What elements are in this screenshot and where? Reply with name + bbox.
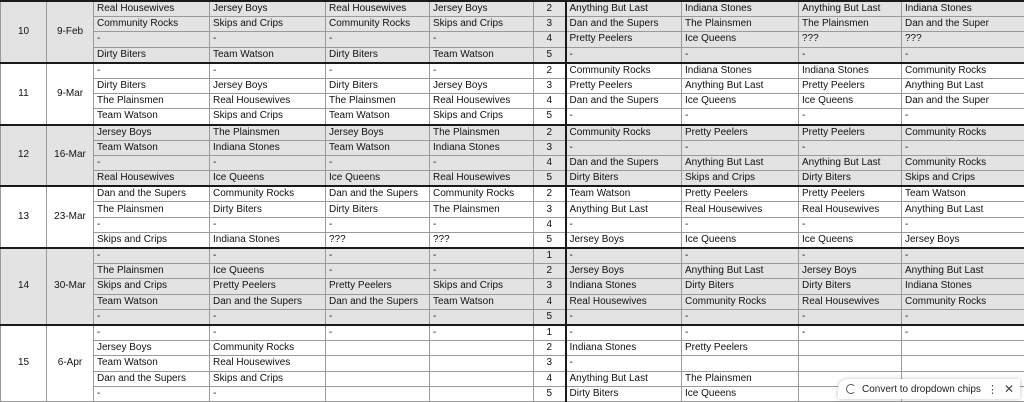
- team-cell[interactable]: Community Rocks: [902, 125, 1024, 141]
- slot-number-cell[interactable]: 5: [534, 309, 566, 325]
- team-cell[interactable]: Dirty Biters: [566, 171, 682, 187]
- team-cell[interactable]: [799, 356, 902, 371]
- team-cell[interactable]: Anything But Last: [902, 202, 1024, 217]
- team-cell[interactable]: Dan and the Super: [902, 94, 1024, 109]
- team-cell[interactable]: -: [430, 248, 534, 264]
- team-cell[interactable]: Team Watson: [210, 47, 326, 63]
- team-cell[interactable]: Community Rocks: [902, 294, 1024, 309]
- team-cell[interactable]: Ice Queens: [682, 32, 799, 47]
- team-cell[interactable]: Ice Queens: [799, 94, 902, 109]
- sheet-row: [1, 17, 1024, 32]
- team-cell[interactable]: The Plainsmen: [94, 94, 210, 109]
- slot-number-cell[interactable]: 3: [534, 140, 566, 155]
- convert-chips-label[interactable]: Convert to dropdown chips: [862, 384, 981, 395]
- team-cell[interactable]: Jersey Boys: [799, 264, 902, 279]
- team-cell[interactable]: Dirty Biters: [566, 386, 682, 401]
- team-cell[interactable]: -: [210, 155, 326, 170]
- sheet-row: [1, 309, 1024, 325]
- team-cell[interactable]: [430, 371, 534, 386]
- sheet-row: [1, 264, 1024, 279]
- slot-number-cell[interactable]: 5: [534, 171, 566, 187]
- team-cell[interactable]: Dan and the Supers: [326, 186, 430, 202]
- team-cell[interactable]: Community Rocks: [94, 17, 210, 32]
- team-cell[interactable]: -: [682, 217, 799, 232]
- close-icon[interactable]: ✕: [1004, 382, 1014, 396]
- team-cell[interactable]: Real Housewives: [430, 94, 534, 109]
- team-cell[interactable]: Community Rocks: [326, 17, 430, 32]
- team-cell[interactable]: Skips and Crips: [94, 279, 210, 294]
- slot-number-cell[interactable]: 2: [534, 63, 566, 79]
- team-cell[interactable]: -: [210, 63, 326, 79]
- team-cell[interactable]: Skips and Crips: [430, 17, 534, 32]
- team-cell[interactable]: Anything But Last: [566, 371, 682, 386]
- team-cell[interactable]: Jersey Boys: [94, 125, 210, 141]
- team-cell[interactable]: Dirty Biters: [210, 202, 326, 217]
- team-cell[interactable]: -: [566, 356, 682, 371]
- team-cell[interactable]: Skips and Crips: [902, 171, 1024, 187]
- team-cell[interactable]: Indiana Stones: [902, 1, 1024, 17]
- team-cell[interactable]: [326, 356, 430, 371]
- team-cell[interactable]: -: [210, 325, 326, 341]
- team-cell[interactable]: Team Watson: [430, 294, 534, 309]
- team-cell[interactable]: The Plainsmen: [94, 264, 210, 279]
- team-cell[interactable]: Jersey Boys: [210, 78, 326, 93]
- team-cell[interactable]: -: [430, 32, 534, 47]
- team-cell[interactable]: -: [430, 325, 534, 341]
- team-cell[interactable]: -: [902, 248, 1024, 264]
- team-cell[interactable]: -: [94, 325, 210, 341]
- team-cell[interactable]: [326, 341, 430, 356]
- team-cell[interactable]: Team Watson: [94, 109, 210, 125]
- team-cell[interactable]: Anything But Last: [799, 1, 902, 17]
- team-cell[interactable]: Pretty Peelers: [682, 186, 799, 202]
- team-cell[interactable]: Ice Queens: [210, 264, 326, 279]
- team-cell[interactable]: The Plainsmen: [94, 202, 210, 217]
- team-cell[interactable]: Community Rocks: [210, 341, 326, 356]
- slot-number-cell[interactable]: 2: [534, 125, 566, 141]
- team-cell[interactable]: Ice Queens: [682, 386, 799, 401]
- team-cell[interactable]: -: [326, 32, 430, 47]
- team-cell[interactable]: Real Housewives: [94, 1, 210, 17]
- sheet-row: [1, 325, 1024, 341]
- team-cell[interactable]: -: [210, 32, 326, 47]
- week-number-cell[interactable]: 15: [1, 325, 47, 401]
- team-cell[interactable]: Anything But Last: [682, 78, 799, 93]
- team-cell[interactable]: The Plainsmen: [430, 202, 534, 217]
- team-cell[interactable]: -: [326, 217, 430, 232]
- team-cell[interactable]: Dan and the Supers: [326, 294, 430, 309]
- team-cell[interactable]: -: [682, 248, 799, 264]
- team-cell[interactable]: Dirty Biters: [682, 279, 799, 294]
- team-cell[interactable]: Indiana Stones: [430, 140, 534, 155]
- team-cell[interactable]: Team Watson: [566, 186, 682, 202]
- sheet-row: [1, 279, 1024, 294]
- team-cell[interactable]: Pretty Peelers: [326, 279, 430, 294]
- slot-number-cell[interactable]: 1: [534, 248, 566, 264]
- convert-chips-bar[interactable]: [838, 379, 1020, 399]
- team-cell[interactable]: The Plainsmen: [799, 17, 902, 32]
- team-cell[interactable]: -: [94, 63, 210, 79]
- slot-number-cell[interactable]: 4: [534, 371, 566, 386]
- team-cell[interactable]: The Plainsmen: [682, 17, 799, 32]
- sheet-row: [1, 47, 1024, 63]
- team-cell[interactable]: -: [566, 309, 682, 325]
- more-options-icon[interactable]: ⋮: [987, 383, 998, 396]
- team-cell[interactable]: -: [566, 325, 682, 341]
- sheet-row: [1, 217, 1024, 232]
- week-date-cell[interactable]: 9-Feb: [47, 1, 94, 63]
- team-cell[interactable]: Anything But Last: [566, 202, 682, 217]
- week-number-cell[interactable]: 11: [1, 63, 47, 125]
- team-cell[interactable]: Ice Queens: [682, 232, 799, 248]
- team-cell[interactable]: -: [566, 109, 682, 125]
- slot-number-cell[interactable]: 4: [534, 32, 566, 47]
- team-cell[interactable]: Dirty Biters: [94, 78, 210, 93]
- team-cell[interactable]: Community Rocks: [566, 63, 682, 79]
- team-cell[interactable]: Indiana Stones: [682, 63, 799, 79]
- team-cell[interactable]: Dan and the Supers: [566, 155, 682, 170]
- team-cell[interactable]: -: [566, 248, 682, 264]
- team-cell[interactable]: -: [430, 155, 534, 170]
- team-cell[interactable]: Real Housewives: [210, 356, 326, 371]
- team-cell[interactable]: -: [326, 325, 430, 341]
- team-cell[interactable]: -: [682, 309, 799, 325]
- team-cell[interactable]: Real Housewives: [326, 1, 430, 17]
- team-cell[interactable]: Dirty Biters: [799, 171, 902, 187]
- slot-number-cell[interactable]: 3: [534, 202, 566, 217]
- team-cell[interactable]: Indiana Stones: [566, 341, 682, 356]
- team-cell[interactable]: -: [902, 47, 1024, 63]
- team-cell[interactable]: -: [799, 309, 902, 325]
- team-cell[interactable]: -: [799, 248, 902, 264]
- sheet-row: [1, 341, 1024, 356]
- slot-number-cell[interactable]: 2: [534, 264, 566, 279]
- team-cell[interactable]: Ice Queens: [210, 171, 326, 187]
- team-cell[interactable]: Jersey Boys: [430, 78, 534, 93]
- team-cell[interactable]: Real Housewives: [210, 94, 326, 109]
- team-cell[interactable]: -: [430, 217, 534, 232]
- week-number-cell[interactable]: 10: [1, 1, 47, 63]
- sheet-row: [1, 356, 1024, 371]
- slot-number-cell[interactable]: 3: [534, 279, 566, 294]
- team-cell[interactable]: -: [682, 47, 799, 63]
- team-cell[interactable]: Anything But Last: [902, 78, 1024, 93]
- team-cell[interactable]: -: [94, 155, 210, 170]
- team-cell[interactable]: Pretty Peelers: [566, 78, 682, 93]
- team-cell[interactable]: Community Rocks: [682, 294, 799, 309]
- team-cell[interactable]: Ice Queens: [326, 171, 430, 187]
- week-date-cell[interactable]: 6-Apr: [47, 325, 94, 401]
- week-date-cell[interactable]: 9-Mar: [47, 63, 94, 125]
- week-number-cell[interactable]: 14: [1, 248, 47, 325]
- team-cell[interactable]: Team Watson: [94, 140, 210, 155]
- team-cell[interactable]: [799, 341, 902, 356]
- team-cell[interactable]: [430, 356, 534, 371]
- sheet-row: [1, 94, 1024, 109]
- sheet-row: [1, 186, 1024, 202]
- team-cell[interactable]: -: [94, 309, 210, 325]
- team-cell[interactable]: -: [566, 140, 682, 155]
- team-cell[interactable]: Pretty Peelers: [566, 32, 682, 47]
- team-cell[interactable]: -: [799, 217, 902, 232]
- team-cell[interactable]: Indiana Stones: [799, 63, 902, 79]
- team-cell[interactable]: ???: [326, 232, 430, 248]
- team-cell[interactable]: Real Housewives: [799, 202, 902, 217]
- team-cell[interactable]: Anything But Last: [682, 264, 799, 279]
- team-cell[interactable]: [902, 341, 1024, 356]
- team-cell[interactable]: [430, 386, 534, 401]
- team-cell[interactable]: -: [902, 109, 1024, 125]
- team-cell[interactable]: The Plainsmen: [430, 125, 534, 141]
- team-cell[interactable]: -: [326, 309, 430, 325]
- team-cell[interactable]: -: [682, 109, 799, 125]
- team-cell[interactable]: Pretty Peelers: [799, 186, 902, 202]
- slot-number-cell[interactable]: 2: [534, 341, 566, 356]
- team-cell[interactable]: -: [94, 248, 210, 264]
- team-cell[interactable]: Anything But Last: [799, 155, 902, 170]
- team-cell[interactable]: Real Housewives: [799, 294, 902, 309]
- slot-number-cell[interactable]: 4: [534, 155, 566, 170]
- team-cell[interactable]: Real Housewives: [682, 202, 799, 217]
- team-cell[interactable]: Real Housewives: [94, 171, 210, 187]
- team-cell[interactable]: Community Rocks: [430, 186, 534, 202]
- sheet-row: [1, 202, 1024, 217]
- slot-number-cell[interactable]: 3: [534, 17, 566, 32]
- team-cell[interactable]: -: [210, 386, 326, 401]
- team-cell[interactable]: -: [326, 155, 430, 170]
- slot-number-cell[interactable]: 4: [534, 94, 566, 109]
- slot-number-cell[interactable]: 4: [534, 217, 566, 232]
- sheet-row: [1, 294, 1024, 309]
- team-cell[interactable]: [902, 356, 1024, 371]
- team-cell[interactable]: Indiana Stones: [210, 140, 326, 155]
- team-cell[interactable]: Team Watson: [326, 140, 430, 155]
- slot-number-cell[interactable]: 2: [534, 1, 566, 17]
- team-cell[interactable]: -: [326, 248, 430, 264]
- sheet-row: [1, 155, 1024, 170]
- team-cell[interactable]: Team Watson: [902, 186, 1024, 202]
- team-cell[interactable]: Jersey Boys: [94, 341, 210, 356]
- team-cell[interactable]: Skips and Crips: [430, 109, 534, 125]
- team-cell[interactable]: The Plainsmen: [326, 94, 430, 109]
- team-cell[interactable]: Jersey Boys: [902, 232, 1024, 248]
- team-cell[interactable]: Real Housewives: [430, 171, 534, 187]
- team-cell[interactable]: Dan and the Supers: [94, 371, 210, 386]
- team-cell[interactable]: Anything But Last: [902, 264, 1024, 279]
- team-cell[interactable]: Anything But Last: [682, 155, 799, 170]
- week-number-cell[interactable]: 13: [1, 186, 47, 248]
- sheet-row: [1, 63, 1024, 79]
- team-cell[interactable]: -: [902, 217, 1024, 232]
- team-cell[interactable]: ???: [799, 32, 902, 47]
- sheet-row: [1, 248, 1024, 264]
- team-cell[interactable]: -: [210, 217, 326, 232]
- team-cell[interactable]: -: [682, 140, 799, 155]
- sheet-row: [1, 140, 1024, 155]
- team-cell[interactable]: Dirty Biters: [326, 47, 430, 63]
- team-cell[interactable]: Dirty Biters: [799, 279, 902, 294]
- sheet-row: [1, 171, 1024, 187]
- team-cell[interactable]: Team Watson: [94, 356, 210, 371]
- week-number-cell[interactable]: 12: [1, 125, 47, 187]
- team-cell[interactable]: -: [430, 63, 534, 79]
- team-cell[interactable]: -: [210, 309, 326, 325]
- team-cell[interactable]: Anything But Last: [566, 1, 682, 17]
- team-cell[interactable]: [430, 341, 534, 356]
- team-cell[interactable]: -: [94, 217, 210, 232]
- team-cell[interactable]: ???: [902, 32, 1024, 47]
- team-cell[interactable]: Jersey Boys: [326, 125, 430, 141]
- team-cell[interactable]: Indiana Stones: [566, 279, 682, 294]
- team-cell[interactable]: Community Rocks: [902, 63, 1024, 79]
- slot-number-cell[interactable]: 4: [534, 294, 566, 309]
- team-cell[interactable]: Skips and Crips: [430, 279, 534, 294]
- team-cell[interactable]: -: [902, 325, 1024, 341]
- sheet-row: [1, 109, 1024, 125]
- team-cell[interactable]: Jersey Boys: [566, 264, 682, 279]
- sheet-row: [1, 78, 1024, 93]
- slot-number-cell[interactable]: 5: [534, 386, 566, 401]
- week-date-cell[interactable]: 23-Mar: [47, 186, 94, 248]
- team-cell[interactable]: Dan and the Supers: [94, 186, 210, 202]
- slot-number-cell[interactable]: 5: [534, 47, 566, 63]
- sheet-row: [1, 32, 1024, 47]
- team-cell[interactable]: Dan and the Supers: [566, 94, 682, 109]
- team-cell[interactable]: [682, 356, 799, 371]
- team-cell[interactable]: Community Rocks: [902, 155, 1024, 170]
- team-cell[interactable]: Ice Queens: [799, 232, 902, 248]
- team-cell[interactable]: Jersey Boys: [566, 232, 682, 248]
- team-cell[interactable]: -: [902, 140, 1024, 155]
- team-cell[interactable]: Pretty Peelers: [682, 341, 799, 356]
- sheet-row: [1, 232, 1024, 248]
- team-cell[interactable]: -: [326, 63, 430, 79]
- team-cell[interactable]: -: [799, 109, 902, 125]
- team-cell[interactable]: Team Watson: [94, 294, 210, 309]
- slot-number-cell[interactable]: 5: [534, 232, 566, 248]
- slot-number-cell[interactable]: 5: [534, 109, 566, 125]
- team-cell[interactable]: Jersey Boys: [430, 1, 534, 17]
- team-cell[interactable]: -: [210, 248, 326, 264]
- team-cell[interactable]: Dirty Biters: [94, 47, 210, 63]
- team-cell[interactable]: [326, 371, 430, 386]
- team-cell[interactable]: Pretty Peelers: [799, 125, 902, 141]
- team-cell[interactable]: Jersey Boys: [210, 1, 326, 17]
- week-date-cell[interactable]: 30-Mar: [47, 248, 94, 325]
- slot-number-cell[interactable]: 3: [534, 78, 566, 93]
- team-cell[interactable]: ???: [430, 232, 534, 248]
- team-cell[interactable]: -: [799, 47, 902, 63]
- sheet-row: [1, 125, 1024, 141]
- team-cell[interactable]: -: [326, 264, 430, 279]
- team-cell[interactable]: -: [566, 217, 682, 232]
- team-cell[interactable]: Dan and the Supers: [566, 17, 682, 32]
- team-cell[interactable]: Real Housewives: [566, 294, 682, 309]
- slot-number-cell[interactable]: 2: [534, 186, 566, 202]
- team-cell[interactable]: Skips and Crips: [210, 371, 326, 386]
- team-cell[interactable]: Team Watson: [430, 47, 534, 63]
- team-cell[interactable]: -: [799, 325, 902, 341]
- team-cell[interactable]: -: [94, 386, 210, 401]
- team-cell[interactable]: The Plainsmen: [210, 125, 326, 141]
- team-cell[interactable]: Dirty Biters: [326, 78, 430, 93]
- team-cell[interactable]: Pretty Peelers: [682, 125, 799, 141]
- week-date-cell[interactable]: 16-Mar: [47, 125, 94, 187]
- team-cell[interactable]: Dan and the Super: [902, 17, 1024, 32]
- team-cell[interactable]: Team Watson: [326, 109, 430, 125]
- team-cell[interactable]: The Plainsmen: [682, 371, 799, 386]
- team-cell[interactable]: -: [566, 47, 682, 63]
- team-cell[interactable]: Indiana Stones: [902, 279, 1024, 294]
- team-cell[interactable]: Skips and Crips: [682, 171, 799, 187]
- team-cell[interactable]: Pretty Peelers: [799, 78, 902, 93]
- team-cell[interactable]: -: [682, 325, 799, 341]
- slot-number-cell[interactable]: 3: [534, 356, 566, 371]
- team-cell[interactable]: Dan and the Supers: [210, 294, 326, 309]
- team-cell[interactable]: -: [430, 309, 534, 325]
- team-cell[interactable]: -: [799, 140, 902, 155]
- team-cell[interactable]: -: [902, 309, 1024, 325]
- team-cell[interactable]: Skips and Crips: [210, 109, 326, 125]
- team-cell[interactable]: Community Rocks: [566, 125, 682, 141]
- team-cell[interactable]: Indiana Stones: [682, 1, 799, 17]
- team-cell[interactable]: Community Rocks: [210, 186, 326, 202]
- team-cell[interactable]: Skips and Crips: [210, 17, 326, 32]
- slot-number-cell[interactable]: 1: [534, 325, 566, 341]
- team-cell[interactable]: Pretty Peelers: [210, 279, 326, 294]
- sheet-body: [1, 1, 1024, 401]
- sheet-row: [1, 1, 1024, 17]
- team-cell[interactable]: Ice Queens: [682, 94, 799, 109]
- team-cell[interactable]: Skips and Crips: [94, 232, 210, 248]
- team-cell[interactable]: [326, 386, 430, 401]
- team-cell[interactable]: Dirty Biters: [326, 202, 430, 217]
- team-cell[interactable]: -: [94, 32, 210, 47]
- team-cell[interactable]: -: [430, 264, 534, 279]
- team-cell[interactable]: Indiana Stones: [210, 232, 326, 248]
- loading-icon: [846, 384, 856, 394]
